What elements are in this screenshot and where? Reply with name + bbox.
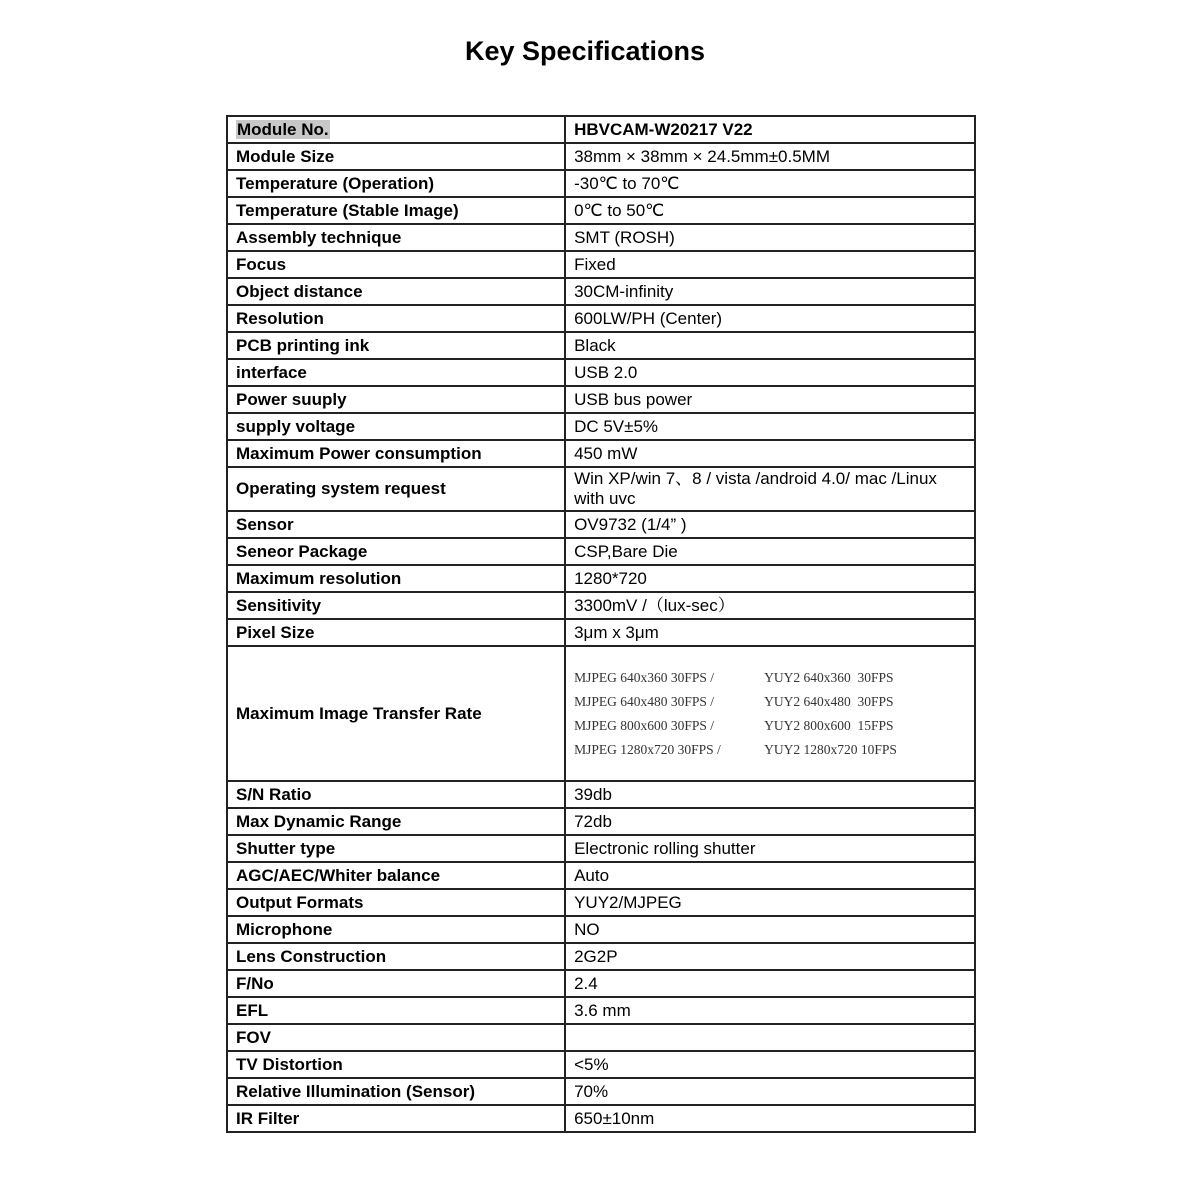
table-row xyxy=(227,619,975,646)
spec-key-label: Power suuply xyxy=(236,389,347,409)
spec-value xyxy=(565,592,975,619)
spec-key-label: Module No. xyxy=(237,119,329,139)
spec-value-text: <5% xyxy=(574,1054,609,1074)
spec-value xyxy=(565,619,975,646)
spec-value xyxy=(565,251,975,278)
spec-key xyxy=(227,565,565,592)
spec-key xyxy=(227,224,565,251)
table-row xyxy=(227,511,975,538)
spec-value-text: 70% xyxy=(574,1081,609,1101)
spec-value-text: OV9732 (1/4” ) xyxy=(574,514,687,534)
spec-value xyxy=(565,943,975,970)
spec-value xyxy=(565,440,975,467)
table-row xyxy=(227,916,975,943)
table-row xyxy=(227,592,975,619)
spec-value-text: 450 mW xyxy=(574,443,638,463)
yuy2-rate: YUY2 1280x720 10FPS xyxy=(764,741,897,757)
spec-key-label: Max Dynamic Range xyxy=(236,811,402,831)
transfer-rate-list xyxy=(574,666,966,762)
spec-key xyxy=(227,413,565,440)
spec-key-label: Focus xyxy=(236,254,287,274)
table-row xyxy=(227,943,975,970)
spec-key-label: Maximum Image Transfer Rate xyxy=(236,703,482,723)
spec-key-label: Output Formats xyxy=(236,892,364,912)
spec-value-text: DC 5V±5% xyxy=(574,416,659,436)
mjpeg-rate: MJPEG 1280x720 30FPS / xyxy=(574,741,721,757)
spec-key-label: Module Size xyxy=(236,146,335,166)
spec-key-label: IR Filter xyxy=(236,1108,300,1128)
spec-key-label: TV Distortion xyxy=(236,1054,343,1074)
table-row xyxy=(227,1078,975,1105)
spec-value xyxy=(565,359,975,386)
spec-key-label: Sensitivity xyxy=(236,595,322,615)
spec-value xyxy=(565,116,975,143)
spec-value-text: 39db xyxy=(574,784,612,804)
spec-key xyxy=(227,538,565,565)
spec-key-label: Pixel Size xyxy=(236,622,315,642)
table-row xyxy=(227,170,975,197)
spec-key xyxy=(227,1024,565,1051)
transfer-rate-line xyxy=(574,690,966,714)
spec-value-text: 38mm × 38mm × 24.5mm±0.5MM xyxy=(574,146,830,166)
table-row xyxy=(227,386,975,413)
spec-value-text: 72db xyxy=(574,811,612,831)
spec-key-label: Microphone xyxy=(236,919,333,939)
spec-value-text: 600LW/PH (Center) xyxy=(574,308,723,328)
spec-key xyxy=(227,889,565,916)
transfer-rate-line xyxy=(574,714,966,738)
spec-key xyxy=(227,1051,565,1078)
spec-value xyxy=(565,467,975,511)
table-row xyxy=(227,143,975,170)
spec-key xyxy=(227,278,565,305)
spec-key xyxy=(227,386,565,413)
table-row xyxy=(227,889,975,916)
spec-value-text: USB bus power xyxy=(574,389,693,409)
spec-value-text: -30℃ to 70℃ xyxy=(574,173,680,193)
spec-value xyxy=(565,997,975,1024)
spec-value-text: 650±10nm xyxy=(574,1108,655,1128)
spec-value-text: 2G2P xyxy=(574,946,618,966)
table-row xyxy=(227,359,975,386)
spec-key xyxy=(227,592,565,619)
spec-value-text: 1280*720 xyxy=(574,568,647,588)
yuy2-rate: YUY2 640x360 30FPS xyxy=(764,669,894,685)
spec-value-text: Electronic rolling shutter xyxy=(574,838,756,858)
yuy2-rate: YUY2 640x480 30FPS xyxy=(764,693,894,709)
spec-value xyxy=(565,170,975,197)
table-row xyxy=(227,565,975,592)
spec-value xyxy=(565,1051,975,1078)
spec-value xyxy=(565,538,975,565)
spec-value-text: 3μm x 3μm xyxy=(574,622,659,642)
spec-value xyxy=(565,143,975,170)
spec-key-label: Assembly technique xyxy=(236,227,402,247)
spec-value xyxy=(565,889,975,916)
table-row xyxy=(227,467,975,511)
spec-value-text: CSP,Bare Die xyxy=(574,541,678,561)
spec-key xyxy=(227,943,565,970)
table-row xyxy=(227,970,975,997)
spec-table xyxy=(226,115,976,1133)
spec-value xyxy=(565,1105,975,1132)
spec-key-label: Object distance xyxy=(236,281,363,301)
spec-value xyxy=(565,781,975,808)
spec-key xyxy=(227,440,565,467)
mjpeg-rate: MJPEG 640x360 30FPS / xyxy=(574,669,714,685)
spec-value-text: USB 2.0 xyxy=(574,362,638,382)
spec-key-label: PCB printing ink xyxy=(236,335,370,355)
spec-value xyxy=(565,278,975,305)
spec-key xyxy=(227,997,565,1024)
spec-value xyxy=(565,224,975,251)
spec-value-text: 3.6 mm xyxy=(574,1000,631,1020)
spec-key xyxy=(227,251,565,278)
spec-value xyxy=(565,332,975,359)
spec-key xyxy=(227,511,565,538)
page-title: Key Specifications xyxy=(464,36,706,66)
spec-value-text: HBVCAM-W20217 V22 xyxy=(574,119,753,139)
spec-key xyxy=(227,359,565,386)
spec-key-label: supply voltage xyxy=(236,416,356,436)
table-row xyxy=(227,251,975,278)
table-row xyxy=(227,646,975,781)
spec-key-label: F/No xyxy=(236,973,274,993)
spec-key xyxy=(227,781,565,808)
spec-value xyxy=(565,386,975,413)
table-row xyxy=(227,332,975,359)
spec-key-label: Operating system request xyxy=(236,479,446,498)
spec-key xyxy=(227,970,565,997)
spec-key xyxy=(227,862,565,889)
spec-value xyxy=(565,197,975,224)
spec-key xyxy=(227,646,565,781)
spec-key-label: interface xyxy=(236,362,307,382)
table-row xyxy=(227,835,975,862)
table-row xyxy=(227,305,975,332)
spec-value xyxy=(565,970,975,997)
table-row xyxy=(227,781,975,808)
spec-key xyxy=(227,808,565,835)
table-row xyxy=(227,278,975,305)
mjpeg-rate: MJPEG 640x480 30FPS / xyxy=(574,693,714,709)
spec-value-text: 0℃ to 50℃ xyxy=(574,200,665,220)
spec-key xyxy=(227,305,565,332)
spec-key xyxy=(227,1078,565,1105)
transfer-rate-line xyxy=(574,738,966,762)
table-row xyxy=(227,1051,975,1078)
spec-value-text: Auto xyxy=(574,865,610,885)
spec-value xyxy=(565,305,975,332)
table-row xyxy=(227,440,975,467)
spec-key-label: Resolution xyxy=(236,308,324,328)
spec-value xyxy=(565,835,975,862)
table-row xyxy=(227,224,975,251)
table-row xyxy=(227,197,975,224)
spec-key xyxy=(227,143,565,170)
spec-key-label: Shutter type xyxy=(236,838,336,858)
spec-key-label: Sensor xyxy=(236,514,294,534)
spec-value xyxy=(565,1078,975,1105)
spec-key-label: S/N Ratio xyxy=(236,784,312,804)
yuy2-rate: YUY2 800x600 15FPS xyxy=(764,717,894,733)
table-row xyxy=(227,1105,975,1132)
spec-value xyxy=(565,1024,975,1051)
spec-value-text: Win XP/win 7、8 / vista /android 4.0/ mac /Linux with uvc xyxy=(574,469,937,508)
table-row xyxy=(227,413,975,440)
spec-value-text: SMT (ROSH) xyxy=(574,227,675,247)
spec-key xyxy=(227,170,565,197)
spec-key-label: Maximum Power consumption xyxy=(236,443,482,463)
spec-key-label: Temperature (Operation) xyxy=(236,173,435,193)
spec-key-label: Lens Construction xyxy=(236,946,387,966)
spec-value xyxy=(565,511,975,538)
spec-key xyxy=(227,916,565,943)
spec-key xyxy=(227,619,565,646)
spec-value-text: 2.4 xyxy=(574,973,598,993)
spec-key-label: Relative Illumination (Sensor) xyxy=(236,1081,475,1101)
table-row xyxy=(227,538,975,565)
spec-key-label: FOV xyxy=(236,1027,271,1047)
spec-key xyxy=(227,332,565,359)
spec-key-label: Maximum resolution xyxy=(236,568,402,588)
spec-key-label: Seneor Package xyxy=(236,541,368,561)
spec-value-text: Black xyxy=(574,335,616,355)
spec-value xyxy=(565,565,975,592)
spec-value xyxy=(565,413,975,440)
spec-value xyxy=(565,916,975,943)
spec-value xyxy=(565,808,975,835)
table-row xyxy=(227,862,975,889)
spec-key-label: Temperature (Stable Image) xyxy=(236,200,459,220)
spec-value xyxy=(565,862,975,889)
spec-key xyxy=(227,835,565,862)
table-row xyxy=(227,997,975,1024)
transfer-rate-line xyxy=(574,666,966,690)
spec-key xyxy=(227,116,565,143)
spec-key xyxy=(227,197,565,224)
spec-value-text: 3300mV /（lux-sec） xyxy=(574,595,735,615)
spec-value-text: 30CM-infinity xyxy=(574,281,674,301)
spec-key-label: AGC/AEC/Whiter balance xyxy=(236,865,441,885)
table-row xyxy=(227,116,975,143)
table-row xyxy=(227,808,975,835)
spec-value-text: NO xyxy=(574,919,600,939)
spec-key xyxy=(227,1105,565,1132)
spec-value-text: YUY2/MJPEG xyxy=(574,892,682,912)
mjpeg-rate: MJPEG 800x600 30FPS / xyxy=(574,717,714,733)
spec-key-label: EFL xyxy=(236,1000,269,1020)
table-row xyxy=(227,1024,975,1051)
spec-key xyxy=(227,467,565,511)
spec-value-text: Fixed xyxy=(574,254,616,274)
spec-value xyxy=(565,646,975,781)
